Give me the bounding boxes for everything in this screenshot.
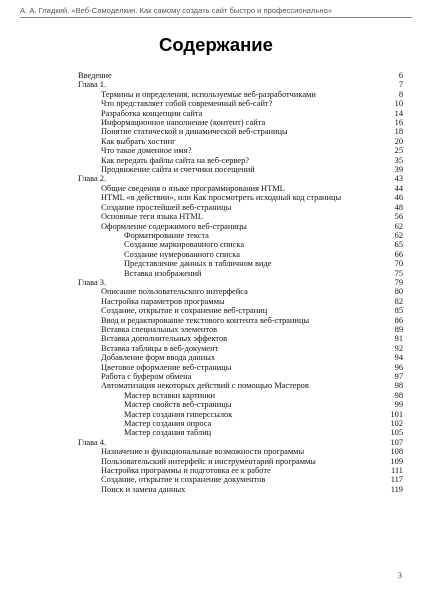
toc-entry-page: 46 [394,193,403,203]
toc-entry-label: Разработка концепции сайта [101,108,203,118]
toc-entry-label: Введение [78,71,112,80]
toc-entry-page: 97 [394,372,403,381]
toc-chapter-row[interactable] [78,438,403,447]
toc-entry-page: 80 [394,287,403,297]
toc-entry-page: 43 [394,174,403,184]
toc-entry-label: Вставка таблицы в веб-документ [101,343,219,353]
toc-entry-row[interactable] [78,316,403,325]
toc-entry-label: Что представляет собой современный веб-сайт? [101,99,273,109]
toc-entry-page: 25 [394,146,403,156]
toc-entry-label: Пользовательский интерфейс и инструментарий программы [101,456,316,466]
toc-entry-row[interactable] [78,222,403,231]
toc-entry-label: Информационное наполнение (контент) сайта [101,118,266,128]
toc-entry-label: Настройка параметров программы [101,296,225,306]
toc-entry-label: Оформление содержимого веб-страницы [101,221,247,231]
toc-entry-label: Общие сведения о языке программирования HTML [101,183,285,193]
toc-entry-label: Форматирование текста [124,230,209,240]
toc-entry-row[interactable] [78,109,403,118]
toc-entry-row[interactable] [78,259,403,268]
toc-entry-row[interactable] [78,363,403,372]
toc-entry-page: 56 [394,212,403,222]
toc-entry-page: 39 [394,165,403,175]
page-number: 3 [398,571,402,580]
toc-entry-row[interactable] [78,127,403,136]
toc-entry-row[interactable] [78,334,403,343]
toc-entry-page: 105 [390,428,403,438]
toc-entry-page: 89 [394,324,403,334]
toc-entry-row[interactable] [78,400,403,409]
toc-entry-page: 99 [394,400,403,410]
toc-entry-page: 75 [394,268,403,278]
toc-entry-row[interactable] [78,250,403,259]
toc-entry-label: Продвижение сайта и счетчики посещений [101,165,255,175]
toc-entry-page: 16 [394,118,403,128]
toc-entry-label: Как передать файлы сайта на веб-сервер? [101,155,250,165]
toc-entry-label: Глава 4. [78,437,107,447]
toc-entry-label: Настройка программы и подготовка ее к работе [101,466,271,476]
toc-entry-row[interactable] [78,193,403,202]
toc-entry-row[interactable] [78,231,403,240]
toc-entry-page: 62 [394,221,403,231]
toc-entry-row[interactable] [78,297,403,306]
toc-entry-page: 6 [398,71,403,80]
toc-entry-label: Автоматизация некоторых действий с помощью Мастеров [101,381,309,391]
toc-entry-page: 82 [394,296,403,306]
toc-chapter-row[interactable] [78,71,403,80]
toc-entry-row[interactable] [78,137,403,146]
toc-entry-page: 48 [394,202,403,212]
toc-entry-row[interactable] [78,269,403,278]
running-header: А. А. Гладкий. «Веб-Самоделкин. Как самому создать сайт быстро и профессионально» [20,6,412,18]
toc-entry-row[interactable] [78,428,403,437]
toc-entry-row[interactable] [78,306,403,315]
toc-entry-row[interactable] [78,419,403,428]
toc-chapter-row[interactable] [78,174,403,183]
page-title: Содержание [159,34,273,55]
toc-entry-label: Создание, открытие и сохранение веб-страниц [101,306,268,316]
toc-entry-label: Создание маркированного списка [124,240,245,250]
toc-entry-row[interactable] [78,372,403,381]
toc-entry-row[interactable] [78,325,403,334]
toc-entry-page: 86 [394,315,403,325]
toc-entry-page: 62 [394,230,403,240]
toc-entry-label: Мастер создания таблиц [124,428,212,438]
toc-entry-label: Создание, открытие и сохранение документов [101,475,266,485]
toc-entry-label: Глава 1. [78,80,107,90]
toc-entry-label: Термины и определения, используемые веб-разработчиками [101,89,316,99]
toc-entry-page: 18 [394,127,403,137]
toc-entry-row[interactable] [78,457,403,466]
toc-entry-label: Вставка дополнительных эффектов [101,334,228,344]
toc-entry-page: 102 [390,419,403,429]
toc-entry-page: 91 [394,334,403,344]
toc-entry-label: Вставка специальных элементов [101,324,218,334]
toc-entry-row[interactable] [78,184,403,193]
toc-entry-page: 85 [394,306,403,316]
toc-entry-label: Мастер создания опроса [124,419,212,429]
toc-entry-label: Цветовое оформление веб-страницы [101,362,232,372]
toc-entry-row[interactable] [78,165,403,174]
table-of-contents [78,71,403,494]
toc-entry-label: Мастер свойств веб-страницы [124,400,232,410]
toc-entry-row[interactable] [78,466,403,475]
toc-entry-row[interactable] [78,287,403,296]
toc-entry-row[interactable] [78,381,403,390]
toc-entry-label: Назначение и функциональные возможности программы [101,447,305,457]
toc-entry-row[interactable] [78,212,403,221]
toc-entry-page: 44 [394,183,403,193]
toc-entry-page: 20 [394,136,403,146]
toc-entry-page: 101 [390,409,403,419]
toc-entry-page: 7 [398,80,403,90]
toc-entry-page: 117 [390,475,403,485]
toc-entry-page: 70 [394,259,403,269]
toc-entry-page: 10 [394,99,403,109]
toc-entry-label: Представление данных в табличном виде [124,259,272,269]
toc-entry-label: Глава 3. [78,277,107,287]
toc-entry-label: Как выбрать хостинг [101,136,176,146]
toc-entry-label: Глава 2. [78,174,107,184]
toc-entry-label: Поиск и замена данных [101,484,186,494]
toc-entry-page: 98 [394,381,403,391]
toc-entry-page: 96 [394,362,403,372]
toc-entry-page: 98 [394,390,403,400]
toc-entry-label: Основные теги языка HTML [101,212,203,222]
toc-entry-row[interactable] [78,203,403,212]
toc-entry-label: Добавление форм ввода данных [101,353,216,363]
toc-entry-page: 79 [394,277,403,287]
toc-entry-label: Что такое доменное имя? [101,146,192,156]
toc-entry-row[interactable] [78,240,403,249]
toc-chapter-row[interactable] [78,80,403,89]
toc-entry-row[interactable] [78,410,403,419]
toc-entry-row[interactable] [78,353,403,362]
toc-entry-label: Понятие статической и динамической веб-страницы [101,127,288,137]
toc-entry-row[interactable] [78,485,403,494]
toc-entry-page: 109 [390,456,403,466]
toc-chapter-row[interactable] [78,278,403,287]
toc-entry-label: HTML «в действии», или Как просмотреть исходный код страницы [101,193,342,203]
toc-entry-label: Мастер вставки картинки [124,390,216,400]
toc-entry-row[interactable] [78,90,403,99]
toc-entry-label: Описание пользовательского интерфейса [101,287,248,297]
toc-entry-page: 65 [394,240,403,250]
toc-entry-row[interactable] [78,99,403,108]
toc-entry-page: 66 [394,249,403,259]
toc-entry-page: 108 [390,447,403,457]
toc-entry-row[interactable] [78,146,403,155]
toc-entry-page: 107 [390,437,403,447]
toc-entry-page: 94 [394,353,403,363]
toc-entry-page: 35 [394,155,403,165]
toc-entry-page: 92 [394,343,403,353]
toc-entry-row[interactable] [78,475,403,484]
toc-entry-label: Вставка изображений [124,268,202,278]
toc-entry-label: Создание нумерованного списка [124,249,240,259]
toc-entry-row[interactable] [78,344,403,353]
toc-entry-page: 111 [391,466,403,476]
toc-entry-row[interactable] [78,447,403,456]
toc-entry-label: Создание простейшей веб-страницы [101,202,232,212]
toc-entry-row[interactable] [78,156,403,165]
toc-entry-page: 119 [390,484,403,494]
toc-entry-label: Мастер создания гиперссылок [124,409,233,419]
toc-entry-page: 8 [398,89,403,99]
toc-entry-label: Ввод и редактирование текстового контента веб-страницы [101,315,310,325]
toc-entry-row[interactable] [78,118,403,127]
toc-entry-label: Работа с буфером обмена [101,372,192,381]
toc-entry-row[interactable] [78,391,403,400]
toc-entry-page: 14 [394,108,403,118]
